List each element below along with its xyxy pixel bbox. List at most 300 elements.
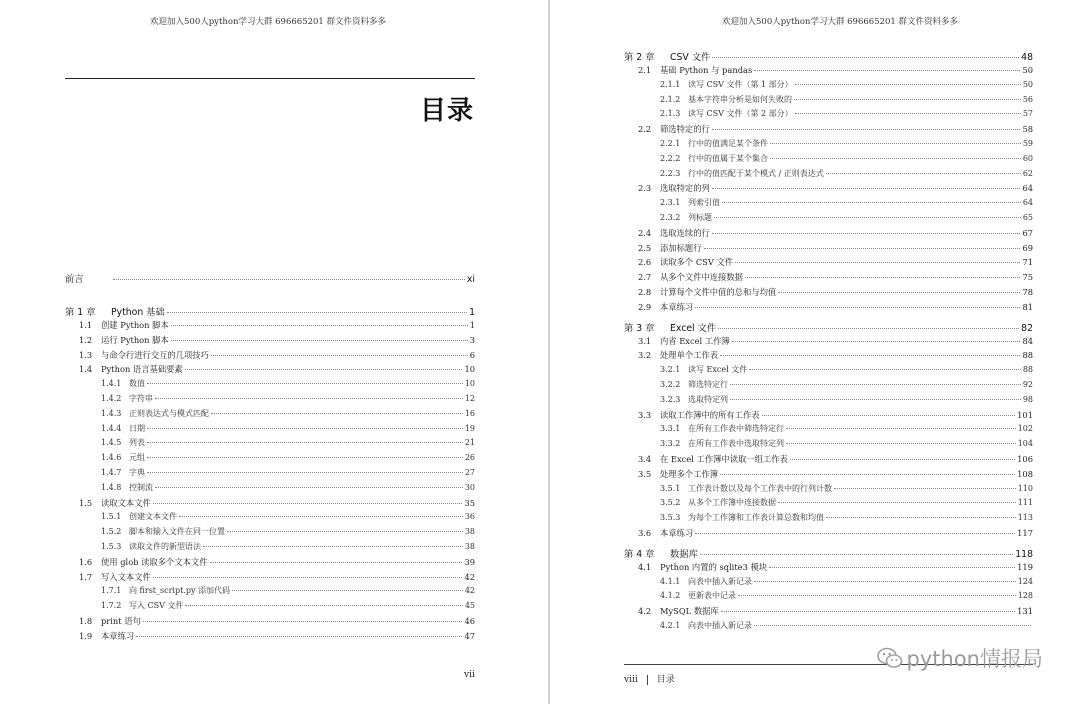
toc-text: 字典: [129, 467, 145, 477]
dot-leader: [171, 340, 468, 341]
toc-text: 本章练习: [101, 630, 135, 641]
toc-list-left: [65, 271, 475, 645]
dot-leader: [147, 457, 463, 458]
toc-text: Python 内置的 sqlite3 模块: [660, 561, 768, 572]
dot-leader: [210, 562, 463, 563]
toc-entry-subsection[interactable]: [65, 467, 475, 482]
toc-number: 2.4: [638, 227, 652, 238]
dot-leader: [155, 487, 463, 488]
dot-leader: [155, 398, 463, 399]
toc-text: 选取特定的列: [660, 183, 710, 194]
dot-leader: [113, 279, 465, 280]
toc-entry-section[interactable]: [65, 615, 475, 630]
toc-number: 1.4.2: [101, 393, 122, 403]
toc-entry-section[interactable]: [65, 571, 475, 586]
toc-number: 1.4.8: [101, 482, 122, 492]
toc-page-number: 102: [1017, 424, 1033, 434]
toc-text: 本章练习: [660, 301, 694, 312]
toc-page-number: 64: [1022, 183, 1033, 194]
dot-leader: [722, 202, 1021, 203]
toc-page-number: 45: [464, 601, 475, 611]
dot-leader: [790, 459, 1015, 460]
toc-text: 添加标题行: [660, 242, 702, 253]
toc-number: 4.2.1: [660, 620, 681, 630]
toc-text: 读写 Excel 文件: [688, 365, 748, 375]
toc-entry-section[interactable]: [624, 286, 1033, 301]
toc-number: 4.2: [638, 606, 652, 617]
toc-number: 3.5.2: [660, 498, 681, 508]
toc-text: 字符串: [129, 393, 153, 403]
toc-page-number: 50: [1022, 65, 1033, 75]
toc-entry-subsection[interactable]: [624, 153, 1033, 168]
dot-leader: [720, 355, 1020, 356]
toc-page-number: 67: [1022, 227, 1033, 238]
dot-leader: [143, 621, 463, 622]
toc-entry-subsection[interactable]: [624, 576, 1033, 591]
toc-text: 脚本和输入文件在同一位置: [129, 527, 225, 537]
page-number: vii: [464, 670, 475, 680]
toc-text: 为每个工作簿和工作表计算总数和均值: [688, 513, 824, 523]
toc-text: 基本字符串分析是如何失败的: [688, 94, 792, 104]
toc-number: 2.6: [638, 257, 652, 268]
toc-number: 3.6: [638, 527, 652, 538]
toc-page-number: 62: [1022, 168, 1033, 178]
toc-text: 更新表中记录: [688, 591, 736, 601]
toc-entry-section[interactable]: [624, 256, 1033, 271]
toc-page-number: 101: [1017, 409, 1033, 420]
page-header: 欢迎加入500人python学习大群 696665201 群文件资料多多: [722, 17, 959, 27]
toc-entry-section[interactable]: [624, 561, 1033, 576]
watermark-text: python情报局: [906, 647, 1043, 671]
toc-entry-subsection[interactable]: [624, 138, 1033, 153]
toc-text: Excel 文件: [670, 322, 717, 334]
toc-entry-subsection[interactable]: [65, 511, 475, 526]
dot-leader: [794, 99, 1021, 100]
toc-page-number: 42: [464, 586, 475, 596]
toc-entry-subsection[interactable]: [624, 590, 1033, 605]
toc-page-number: 59: [1022, 138, 1033, 148]
dot-leader: [211, 355, 468, 356]
dot-leader: [147, 442, 463, 443]
toc-text: 写入 CSV 文件: [129, 601, 184, 611]
toc-entry-section[interactable]: [624, 409, 1033, 424]
toc-number: 1.3: [79, 349, 93, 360]
toc-page-number: 60: [1022, 153, 1033, 163]
watermark: [877, 643, 1043, 673]
toc-text: 读写 CSV 文件（第 2 部分）: [688, 109, 793, 119]
toc-number: 2.2.3: [660, 168, 681, 178]
toc-page-number: 131: [1017, 606, 1033, 617]
toc-entry-subsection[interactable]: [624, 394, 1033, 409]
dot-leader: [762, 415, 1016, 416]
toc-entry-subsection[interactable]: [624, 79, 1033, 94]
dot-leader: [770, 158, 1021, 159]
toc-page-number: 88: [1022, 365, 1033, 375]
toc-entry-chapter[interactable]: [65, 271, 475, 286]
toc-page-number: 1: [469, 307, 475, 318]
toc-entry-section[interactable]: [65, 556, 475, 571]
toc-entry-subsection[interactable]: [65, 423, 475, 438]
toc-page-number: 106: [1017, 453, 1033, 464]
toc-text: print 语句: [101, 615, 141, 626]
toc-entry-subsection[interactable]: [624, 379, 1033, 394]
toc-page-number: 58: [1022, 124, 1033, 135]
dot-leader: [695, 533, 1015, 534]
toc-number: 2.2.1: [660, 138, 681, 148]
dot-leader: [712, 188, 1021, 189]
dot-leader: [185, 605, 462, 606]
toc-text: 在所有工作表中筛选特定行: [688, 424, 784, 434]
footer-separator: [647, 675, 648, 685]
toc-entry-subsection[interactable]: [624, 512, 1033, 527]
toc-number: 1.1: [79, 320, 93, 330]
dot-leader: [738, 595, 1016, 596]
toc-entry-subsection[interactable]: [624, 212, 1033, 227]
toc-page-number: 6: [469, 349, 475, 360]
dot-leader: [795, 113, 1021, 114]
toc-page-number: 84: [1022, 335, 1033, 346]
title-rule: [65, 78, 475, 79]
toc-entry-subsection[interactable]: [624, 438, 1033, 453]
toc-text: 行中的值满足某个条件: [688, 138, 768, 148]
dot-leader: [730, 399, 1021, 400]
toc-text: 在所有工作表中选取特定列: [688, 439, 784, 449]
toc-number: 2.3.2: [660, 212, 681, 222]
dot-leader: [754, 625, 1031, 626]
toc-page-number: 38: [464, 527, 475, 537]
dot-leader: [769, 567, 1015, 568]
toc-entry-chapter[interactable]: [624, 320, 1033, 335]
page-number: viii: [624, 675, 638, 685]
toc-text: CSV 文件: [670, 52, 711, 63]
toc-number: 2.1: [638, 65, 652, 75]
toc-number: 2.5: [638, 242, 652, 253]
toc-entry-subsection[interactable]: [65, 408, 475, 423]
toc-entry-subsection[interactable]: [624, 94, 1033, 109]
toc-title: 目录: [419, 96, 474, 126]
toc-page-number: 19: [464, 423, 475, 433]
dot-leader: [714, 217, 1021, 218]
toc-entry-subsection[interactable]: [624, 497, 1033, 512]
dot-leader: [749, 369, 1021, 370]
toc-text: 处理多个工作簿: [660, 468, 719, 479]
toc-number: 2.8: [638, 286, 652, 297]
dot-leader: [153, 503, 463, 504]
dot-leader: [712, 129, 1021, 130]
page-gutter: [548, 0, 550, 704]
toc-page-number: 128: [1017, 591, 1033, 601]
toc-text: 处理单个工作表: [660, 350, 719, 361]
toc-number: 2.3.1: [660, 198, 681, 208]
toc-number: 第 4 章: [624, 548, 655, 560]
toc-page-number: 10: [464, 379, 475, 389]
toc-number: 1.5.2: [101, 527, 122, 537]
toc-number: 3.3: [638, 409, 652, 420]
dot-leader: [179, 516, 463, 517]
toc-entry-section[interactable]: [624, 271, 1033, 286]
toc-entry-section[interactable]: [624, 182, 1033, 197]
toc-page-number: 42: [464, 571, 475, 582]
toc-page-number: 69: [1022, 242, 1033, 253]
toc-number: 1.4.3: [101, 408, 122, 418]
toc-page-number: 88: [1022, 350, 1033, 361]
toc-text: MySQL 数据库: [660, 606, 719, 617]
toc-text: 数值: [129, 379, 145, 389]
toc-number: 3.2.2: [660, 379, 681, 389]
toc-text: 行中的值匹配于某个模式 / 正则表达式: [688, 168, 824, 178]
dot-leader: [712, 233, 1021, 234]
toc-text: 工作表计数以及每个工作表中的行列计数: [688, 483, 832, 493]
page-header: 欢迎加入500人python学习大群 696665201 群文件资料多多: [150, 17, 387, 27]
toc-number: 1.5: [79, 497, 93, 508]
toc-number: 2.3: [638, 183, 652, 194]
toc-text: 计算每个文件中值的总和与均值: [660, 286, 777, 297]
toc-entry-subsection[interactable]: [65, 526, 475, 541]
toc-entry-subsection[interactable]: [65, 600, 475, 615]
toc-text: 本章练习: [660, 527, 694, 538]
toc-page-number: 47: [464, 630, 475, 641]
toc-text: 控制流: [129, 482, 153, 492]
toc-number: 2.1.1: [660, 79, 681, 89]
dot-leader: [754, 70, 1020, 71]
toc-page-number: 35: [464, 497, 475, 508]
dot-leader: [795, 84, 1021, 85]
toc-text: 向表中插入新记录: [688, 576, 752, 586]
toc-text: 元组: [129, 453, 145, 463]
toc-number: 2.9: [638, 301, 652, 312]
dot-leader: [211, 413, 463, 414]
toc-entry-section[interactable]: [624, 123, 1033, 138]
toc-number: 1.5.3: [101, 541, 122, 551]
dot-leader: [704, 248, 1021, 249]
toc-number: 1.8: [79, 615, 93, 626]
toc-text: 读取多个 CSV 文件: [660, 257, 734, 268]
toc-page-number: 21: [464, 438, 475, 448]
toc-entry-subsection[interactable]: [624, 168, 1033, 183]
toc-text: 列标题: [688, 212, 712, 222]
toc-page-number: 16: [464, 408, 475, 418]
toc-entry-subsection[interactable]: [624, 364, 1033, 379]
toc-text: 与命令行进行交互的几项技巧: [101, 349, 209, 360]
toc-text: 日期: [129, 423, 145, 433]
toc-text: 列表: [129, 438, 145, 448]
toc-number: 3.5.3: [660, 513, 681, 523]
toc-number: 第 1 章: [65, 307, 96, 318]
dot-leader: [754, 581, 1016, 582]
toc-number: 3.2.3: [660, 394, 681, 404]
toc-number: 1.4.6: [101, 453, 122, 463]
preface-gap: [65, 290, 475, 304]
toc-number: 3.3.2: [660, 439, 681, 449]
toc-entry-section[interactable]: [624, 605, 1033, 620]
toc-number: 2.2: [638, 124, 652, 135]
toc-entry-section[interactable]: [624, 64, 1033, 79]
toc-page-number: 64: [1022, 198, 1033, 208]
toc-entry-section[interactable]: [624, 242, 1033, 257]
toc-text: 选取特定列: [688, 394, 728, 404]
toc-text: 正则表达式与模式匹配: [129, 408, 209, 418]
toc-number: 前言: [65, 274, 84, 285]
toc-text: 列索引值: [688, 198, 720, 208]
toc-number: 1.4.1: [101, 379, 122, 389]
wechat-icon: [877, 647, 903, 669]
toc-entry-subsection[interactable]: [624, 620, 1033, 635]
toc-number: 4.1.2: [660, 591, 681, 601]
toc-page-number: 36: [464, 512, 475, 522]
toc-number: 2.2.2: [660, 153, 681, 163]
toc-text: 运行 Python 脚本: [101, 334, 169, 345]
toc-page-number: 124: [1017, 576, 1033, 586]
toc-entry-subsection[interactable]: [624, 483, 1033, 498]
toc-page-number: 98: [1022, 394, 1033, 404]
toc-number: 第 3 章: [624, 322, 655, 334]
toc-page-number: 104: [1017, 439, 1033, 449]
toc-entry-subsection[interactable]: [624, 423, 1033, 438]
toc-page-number: 118: [1015, 548, 1033, 560]
toc-page-number: 78: [1022, 286, 1033, 297]
dot-leader: [185, 369, 463, 370]
toc-number: 1.2: [79, 334, 93, 345]
toc-entry-subsection[interactable]: [65, 482, 475, 497]
toc-text: 行中的值属于某个集合: [688, 153, 768, 163]
toc-entry-section[interactable]: [624, 227, 1033, 242]
footer-label: 目录: [656, 675, 675, 685]
toc-text: 选取连续的行: [660, 227, 710, 238]
toc-number: 3.1: [638, 335, 652, 346]
toc-entry-subsection[interactable]: [65, 378, 475, 393]
toc-entry-subsection[interactable]: [65, 452, 475, 467]
dot-leader: [732, 341, 1021, 342]
toc-number: 1.4.7: [101, 467, 122, 477]
dot-leader: [232, 590, 463, 591]
toc-page-number: 56: [1022, 94, 1033, 104]
toc-entry-section[interactable]: [65, 334, 475, 349]
toc-page-number: xi: [466, 274, 475, 285]
toc-entry-section[interactable]: [65, 497, 475, 512]
toc-text: Python 基础: [111, 307, 165, 318]
toc-text: 使用 glob 读取多个文本文件: [101, 556, 208, 567]
toc-number: 3.5.1: [660, 483, 681, 493]
dot-leader: [147, 383, 463, 384]
dot-leader: [770, 143, 1021, 144]
dot-leader: [718, 328, 1019, 329]
dot-leader: [147, 472, 463, 473]
toc-number: 2.1.3: [660, 109, 681, 119]
toc-page-number: 65: [1022, 212, 1033, 222]
toc-number: 3.2: [638, 350, 652, 361]
toc-page-number: 38: [464, 541, 475, 551]
toc-page-number: 117: [1017, 527, 1033, 538]
toc-page-number: 3: [469, 334, 475, 345]
toc-entry-section[interactable]: [624, 349, 1033, 364]
toc-page-number: 46: [464, 615, 475, 626]
toc-number: 1.7.2: [101, 601, 122, 611]
toc-page-number: 27: [464, 467, 475, 477]
toc-number: 第 2 章: [624, 52, 655, 63]
toc-number: 1.5.1: [101, 512, 122, 522]
dot-leader: [786, 443, 1016, 444]
toc-text: 从多个工作簿中连接数据: [688, 498, 776, 508]
dot-leader: [147, 428, 463, 429]
toc-number: 4.1.1: [660, 576, 681, 586]
toc-number: 1.9: [79, 630, 93, 641]
toc-entry-subsection[interactable]: [65, 541, 475, 556]
toc-entry-subsection[interactable]: [65, 393, 475, 408]
toc-entry-chapter[interactable]: [65, 304, 475, 319]
page-footer: [624, 672, 675, 685]
dot-leader: [721, 611, 1015, 612]
toc-entry-section[interactable]: [624, 468, 1033, 483]
toc-text: 创建文本文件: [129, 512, 177, 522]
toc-number: 4.1: [638, 561, 652, 572]
toc-text: 向 first_script.py 添加代码: [129, 586, 231, 596]
toc-text: 写入文本文件: [101, 571, 151, 582]
toc-page-number: 50: [1022, 79, 1033, 89]
toc-page-number: 48: [1021, 52, 1033, 63]
toc-entry-subsection[interactable]: [65, 437, 475, 452]
toc-entry-section[interactable]: [624, 301, 1033, 316]
dot-leader: [826, 173, 1021, 174]
toc-text: 读取工作簿中的所有工作表: [660, 409, 760, 420]
dot-leader: [834, 488, 1016, 489]
toc-number: 3.2.1: [660, 365, 681, 375]
toc-number: 1.4.4: [101, 423, 122, 433]
dot-leader: [735, 262, 1020, 263]
dot-leader: [778, 502, 1016, 503]
toc-number: 2.1.2: [660, 94, 681, 104]
toc-entry-section[interactable]: [65, 319, 475, 334]
toc-entry-section[interactable]: [624, 453, 1033, 468]
toc-page-number: 10: [464, 364, 475, 375]
toc-page-number: 12: [464, 393, 475, 403]
right-page: [552, 0, 1080, 704]
toc-page-number: 71: [1022, 257, 1033, 268]
toc-text: 读取文本文件: [101, 497, 151, 508]
toc-page-number: 92: [1022, 379, 1033, 389]
toc-page-number: 113: [1017, 513, 1033, 523]
toc-page-number: 30: [464, 482, 475, 492]
toc-entry-section[interactable]: [624, 527, 1033, 542]
dot-leader: [778, 292, 1020, 293]
dot-leader: [203, 546, 463, 547]
toc-page-number: 110: [1017, 483, 1033, 493]
toc-page-number: 119: [1017, 561, 1033, 572]
toc-entry-chapter[interactable]: [624, 546, 1033, 561]
toc-entry-subsection[interactable]: [624, 197, 1033, 212]
toc-text: Python 语言基础要素: [101, 364, 183, 375]
toc-text: 读写 CSV 文件（第 1 部分）: [688, 79, 793, 89]
toc-entry-section[interactable]: [65, 630, 475, 645]
toc-entry-chapter[interactable]: [624, 49, 1033, 64]
dot-leader: [227, 531, 463, 532]
toc-page-number: 111: [1017, 498, 1033, 508]
toc-text: 筛选特定的行: [660, 124, 710, 135]
toc-entry-subsection[interactable]: [65, 585, 475, 600]
toc-text: 创建 Python 脚本: [101, 320, 169, 330]
toc-entry-subsection[interactable]: [624, 108, 1033, 123]
toc-entry-section[interactable]: [624, 335, 1033, 350]
dot-leader: [745, 277, 1020, 278]
toc-entry-section[interactable]: [65, 363, 475, 378]
toc-text: 在 Excel 工作簿中读取一组工作表: [660, 453, 788, 464]
toc-text: 筛选特定行: [688, 379, 728, 389]
dot-leader: [786, 428, 1016, 429]
toc-number: 1.4.5: [101, 438, 122, 448]
toc-page-number: 82: [1021, 322, 1033, 334]
toc-number: 1.7: [79, 571, 93, 582]
toc-number: 1.6: [79, 556, 93, 567]
toc-entry-section[interactable]: [65, 349, 475, 364]
